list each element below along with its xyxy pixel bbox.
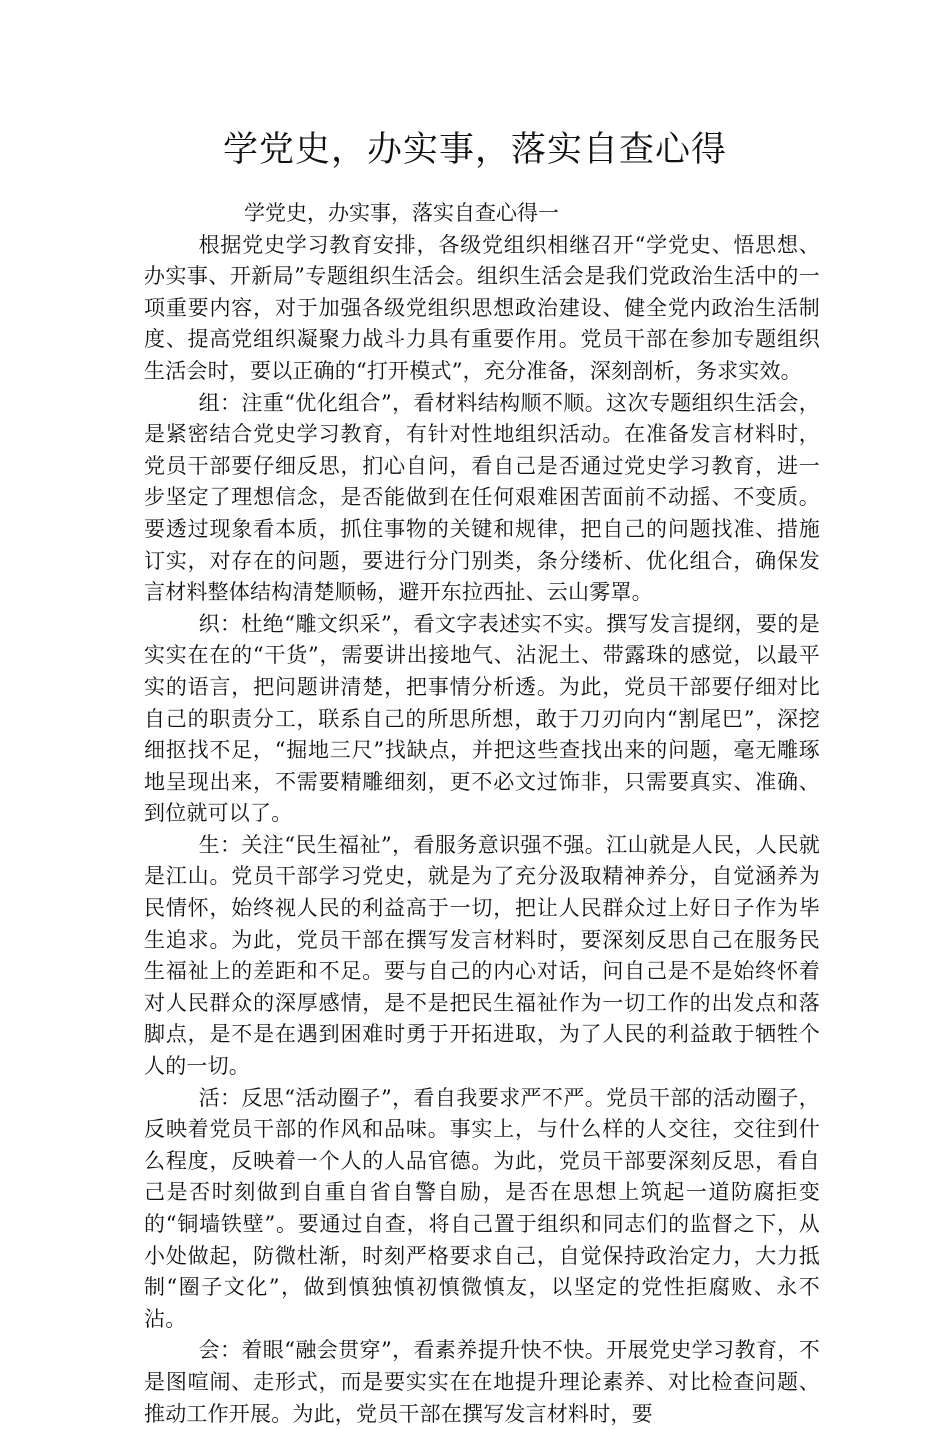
paragraph-sheng: 生：关注“民生福祉”，看服务意识强不强。江山就是人民，人民就是江山。党员干部学习党史，就是为了充分汲取精神养分，自觉涵养为民情怀，始终视人民的利益高于一切，把让人民群众过上好日子作为毕生追求。为此，党员干部在撰写发言材料时，要深刻反思自己在服务民生福祉上的差距和不足。要与自己的内心对话，问自己是不是始终怀着对人民群众的深厚感情，是不是把民生福祉作为一切工作的出发点和落脚点，是不是在遇到困难时勇于开拓进取，为了人民的利益敢于牺牲个人的一切。 [144, 832, 820, 1079]
paragraph-hui: 会：着眼“融会贯穿”，看素养提升快不快。开展党史学习教育，不是图喧闹、走形式，而是要实实在在地提升理论素养、对比检查问题、推动工作开展。为此，党员干部在撰写发言材料时，要 [144, 1338, 820, 1426]
paragraph-intro: 根据党史学习教育安排，各级党组织相继召开“学党史、悟思想、办实事、开新局”专题组织生活会。组织生活会是我们党政治生活中的一项重要内容，对于加强各级党组织思想政治建设、健全党内政治生活制度、提高党组织凝聚力战斗力具有重要作用。党员干部在参加专题组织生活会时，要以正确的“打开模式”，充分准备，深刻剖析，务求实效。 [144, 232, 820, 383]
document-body [144, 198, 820, 1430]
document-title: 学党史，办实事，落实自查心得 [222, 130, 727, 170]
paragraph-zu: 组：注重“优化组合”，看材料结构顺不顺。这次专题组织生活会，是紧密结合党史学习教育，有针对性地组织活动。在准备发言材料时，党员干部要仔细反思，扪心自问，看自己是否通过党史学习教育，进一步坚定了理想信念，是否能做到在任何艰难困苦面前不动摇、不变质。要透过现象看本质，抓住事物的关键和规律，把自己的问题找准、措施订实，对存在的问题，要进行分门别类，条分缕析、优化组合，确保发言材料整体结构清楚顺畅，避开东拉西扯、云山雾罩。 [144, 390, 820, 605]
paragraph-huo: 活：反思“活动圈子”，看自我要求严不严。党员干部的活动圈子，反映着党员干部的作风和品味。事实上，与什么样的人交往，交往到什么程度，反映着一个人的人品官德。为此，党员干部要深刻反思，看自己是否时刻做到自重自省自警自励，是否在思想上筑起一道防腐拒变的“铜墙铁壁”。要通过自查，将自己置于组织和同志们的监督之下，从小处做起，防微杜渐，时刻严格要求自己，自觉保持政治定力，大力抵制“圈子文化”，做到慎独慎初慎微慎友，以坚定的党性拒腐败、永不沾。 [144, 1085, 820, 1331]
paragraph-zhi: 织：杜绝“雕文织采”，看文字表述实不实。撰写发言提纲，要的是实实在在的“干货”，需要讲出接地气、沾泥土、带露珠的感觉，以最平实的语言，把问题讲清楚，把事情分析透。为此，党员干部要仔细对比自己的职责分工，联系自己的所思所想，敢于刀刃向内“割尾巴”，深挖细抠找不足，“掘地三尺”找缺点，并把这些查找出来的问题，毫无雕琢地呈现出来，不需要精雕细刻，更不必文过饰非，只需要真实、准确、到位就可以了。 [144, 611, 820, 826]
section-subtitle: 学党史，办实事，落实自查心得一 [244, 201, 559, 225]
